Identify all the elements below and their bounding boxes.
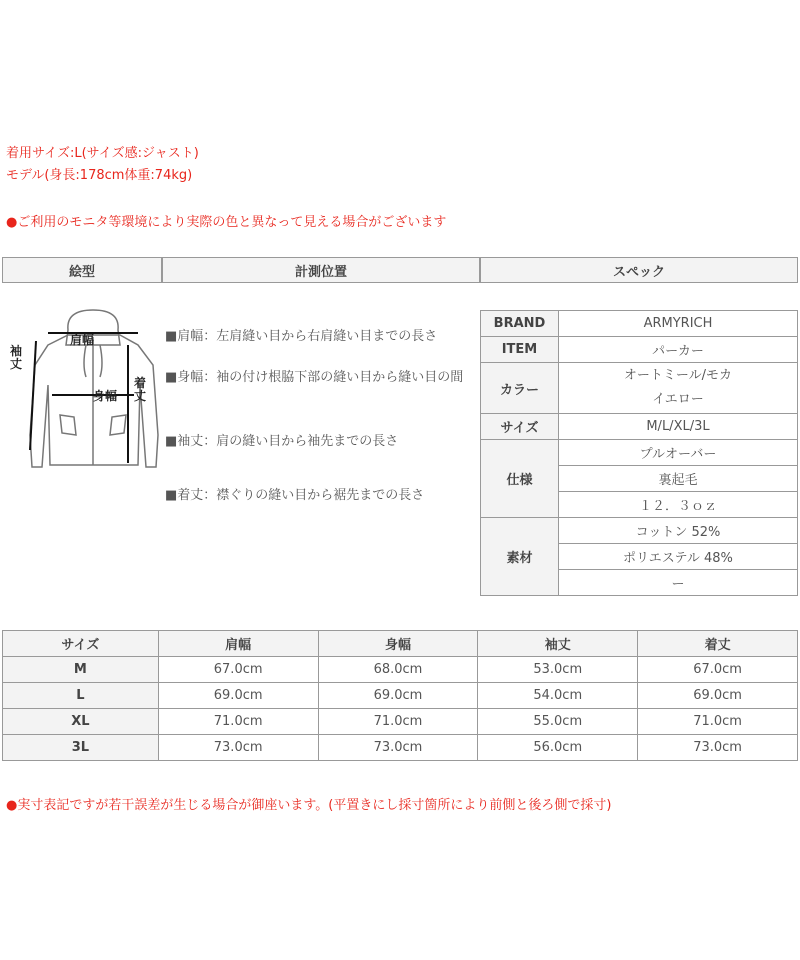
spec-value: 裏起毛 [558, 466, 797, 492]
spec-value: １２．３ｏｚ [558, 492, 797, 518]
header-figure: 絵型 [2, 257, 162, 283]
label-sleeve: 袖 丈 [10, 344, 23, 371]
spec-row-brand [481, 311, 798, 337]
spec-key: カラー [481, 363, 559, 414]
section-header [2, 257, 798, 283]
header-measure: 計測位置 [162, 257, 480, 283]
desc-sleeve: ■袖丈：肩の縫い目から袖先までの長さ [165, 434, 399, 449]
value-cell: 56.0cm [478, 735, 638, 761]
color-value-1: オートミール/モカ [623, 368, 733, 383]
size-table-header [3, 631, 798, 657]
spec-key: 仕様 [481, 440, 559, 518]
spec-value: ポリエステル 48% [558, 544, 797, 570]
spec-row-item [481, 337, 798, 363]
header-spec: スペック [480, 257, 798, 283]
spec-key: ITEM [481, 337, 559, 363]
value-cell: 69.0cm [158, 683, 318, 709]
size-cell: L [3, 683, 159, 709]
value-cell: 71.0cm [318, 709, 478, 735]
value-cell: 54.0cm [478, 683, 638, 709]
label-shoulder: 肩幅 [70, 333, 95, 347]
size-cell: XL [3, 709, 159, 735]
value-cell: 67.0cm [638, 657, 798, 683]
value-cell: 69.0cm [318, 683, 478, 709]
spec-row-size [481, 414, 798, 440]
desc-shoulder: ■肩幅：左肩縫い目から右肩縫い目までの長さ [165, 329, 438, 344]
spec-row-spec [481, 440, 798, 466]
column-header: 身幅 [318, 631, 478, 657]
value-cell: 73.0cm [318, 735, 478, 761]
value-cell: 55.0cm [478, 709, 638, 735]
value-cell: 71.0cm [638, 709, 798, 735]
hoodie-illustration [8, 305, 168, 490]
table-row [3, 735, 798, 761]
size-worn-note: 着用サイズ:L(サイズ感:ジャスト) [6, 146, 199, 161]
desc-body: ■身幅：袖の付け根脇下部の縫い目から縫い目の間 [165, 370, 464, 385]
value-cell: 67.0cm [158, 657, 318, 683]
column-header: 着丈 [638, 631, 798, 657]
size-cell: 3L [3, 735, 159, 761]
spec-value: プルオーバー [558, 440, 797, 466]
value-cell: 53.0cm [478, 657, 638, 683]
column-header: 袖丈 [478, 631, 638, 657]
measure-warning: ●実寸表記ですが若干誤差が生じる場合が御座います。(平置きにし採寸箇所により前側と後ろ側で採寸) [6, 798, 612, 813]
model-note: モデル(身長:178cm体重:74kg) [6, 168, 193, 183]
label-body: 身幅 [93, 389, 118, 403]
value-cell: 71.0cm [158, 709, 318, 735]
spec-value [558, 363, 797, 414]
label-length: 着 丈 [134, 376, 147, 403]
value-cell: 73.0cm [638, 735, 798, 761]
spec-value: コットン 52% [558, 518, 797, 544]
desc-length: ■着丈：襟ぐりの縫い目から裾先までの長さ [165, 488, 425, 503]
value-cell: 73.0cm [158, 735, 318, 761]
value-cell: 69.0cm [638, 683, 798, 709]
spec-value: ARMYRICH [558, 311, 797, 337]
spec-key: BRAND [481, 311, 559, 337]
spec-key: サイズ [481, 414, 559, 440]
color-value-2: イエロー [652, 392, 704, 407]
spec-value: M/L/XL/3L [558, 414, 797, 440]
table-row [3, 683, 798, 709]
size-cell: M [3, 657, 159, 683]
spec-row-color [481, 363, 798, 414]
table-row [3, 709, 798, 735]
spec-value: パーカー [558, 337, 797, 363]
column-header: 肩幅 [158, 631, 318, 657]
value-cell: 68.0cm [318, 657, 478, 683]
spec-row-material [481, 518, 798, 544]
table-row [3, 657, 798, 683]
color-warning: ●ご利用のモニタ等環境により実際の色と異なって見える場合がございます [6, 215, 447, 230]
column-header: サイズ [3, 631, 159, 657]
size-table [2, 630, 798, 761]
spec-value: ー [558, 570, 797, 596]
spec-key: 素材 [481, 518, 559, 596]
spec-table [480, 310, 798, 596]
